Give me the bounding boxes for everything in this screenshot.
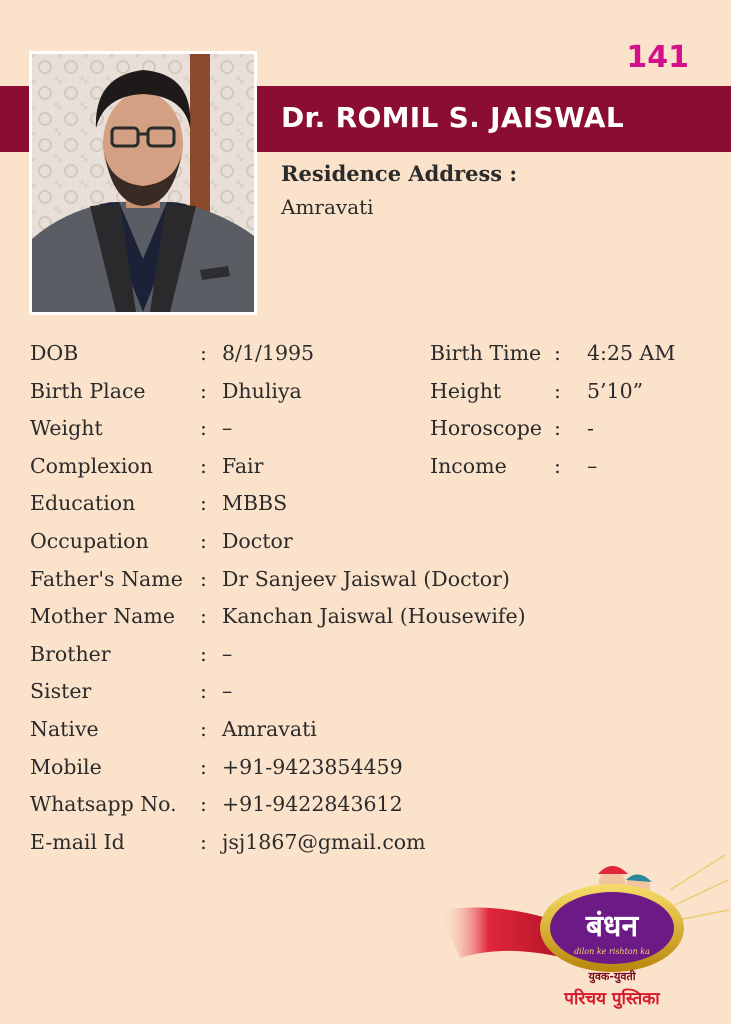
- residence-address-value: Amravati: [281, 195, 374, 219]
- detail-label: Occupation: [30, 528, 149, 553]
- detail-colon: :: [200, 416, 207, 441]
- detail-value: Dhuliya: [222, 378, 302, 403]
- detail-label: Native: [30, 716, 99, 741]
- detail-row-mother-name: [30, 604, 710, 642]
- detail-value: Kanchan Jaiswal (Housewife): [222, 604, 526, 629]
- detail-label: Weight: [30, 416, 103, 441]
- detail-row-complexion: [30, 454, 710, 492]
- detail-row-occupation: [30, 529, 710, 567]
- detail-colon: :: [200, 792, 207, 817]
- detail-value: +91-9423854459: [222, 754, 403, 779]
- details-table: [30, 341, 710, 867]
- detail-value: Amravati: [222, 716, 317, 741]
- portrait-image: [32, 54, 254, 312]
- detail-value: +91-9422843612: [222, 792, 403, 817]
- detail-value: –: [222, 416, 233, 441]
- detail-colon: :: [200, 453, 207, 478]
- detail-label: Birth Place: [30, 378, 146, 403]
- person-name: Dr. ROMIL S. JAISWAL: [281, 101, 625, 134]
- detail-label: E-mail Id: [30, 829, 125, 854]
- detail-label: Sister: [30, 679, 92, 704]
- detail-row-father-name: [30, 567, 710, 605]
- detail-value-right: 4:25 AM: [587, 341, 676, 365]
- detail-colon-right: :: [554, 341, 561, 365]
- detail-colon-right: :: [554, 378, 561, 403]
- detail-row-whatsapp: [30, 792, 710, 830]
- detail-label: Father's Name: [30, 566, 183, 591]
- detail-colon-right: :: [554, 416, 561, 441]
- logo-caption: परिचय पुस्तिका: [564, 989, 660, 1009]
- sparkle-rays: [670, 855, 729, 920]
- detail-value-right: -: [587, 416, 594, 441]
- detail-label-right: Income: [430, 453, 507, 478]
- detail-label: Brother: [30, 641, 111, 666]
- detail-value: jsj1867@gmail.com: [222, 829, 426, 854]
- detail-colon: :: [200, 754, 207, 779]
- detail-label-right: Birth Time: [430, 341, 542, 365]
- detail-label: Mother Name: [30, 604, 175, 629]
- page-number: 141: [626, 40, 689, 75]
- logo-subtitle: युवक-युवती: [588, 970, 636, 983]
- detail-label: DOB: [30, 341, 79, 365]
- detail-row-sister: [30, 679, 710, 717]
- detail-colon: :: [200, 378, 207, 403]
- detail-value-right: –: [587, 453, 598, 478]
- detail-row-mobile: [30, 755, 710, 793]
- detail-value: –: [222, 679, 233, 704]
- residence-address-label: Residence Address :: [281, 161, 518, 186]
- detail-row-dob: [30, 341, 710, 379]
- detail-label: Whatsapp No.: [30, 792, 177, 817]
- detail-colon: :: [200, 528, 207, 553]
- detail-colon: :: [200, 566, 207, 591]
- detail-value: Dr Sanjeev Jaiswal (Doctor): [222, 566, 510, 591]
- logo-title: बंधन: [585, 909, 639, 944]
- detail-colon: :: [200, 829, 207, 854]
- detail-label: Education: [30, 491, 136, 516]
- detail-row-birth-place: [30, 379, 710, 417]
- detail-colon: :: [200, 716, 207, 741]
- logo-tagline: dilon ke rishton ka: [574, 947, 650, 956]
- detail-row-education: [30, 491, 710, 529]
- detail-label: Complexion: [30, 453, 153, 478]
- detail-value-right: 5’10”: [587, 378, 644, 403]
- detail-value: –: [222, 641, 233, 666]
- detail-colon: :: [200, 491, 207, 516]
- detail-label-right: Horoscope: [430, 416, 542, 441]
- detail-value: MBBS: [222, 491, 288, 516]
- detail-value: Doctor: [222, 528, 293, 553]
- bandhan-logo: [440, 850, 730, 1022]
- detail-colon: :: [200, 341, 207, 365]
- detail-colon: :: [200, 604, 207, 629]
- detail-row-weight: [30, 416, 710, 454]
- detail-colon: :: [200, 679, 207, 704]
- detail-label: Mobile: [30, 754, 102, 779]
- detail-label-right: Height: [430, 378, 502, 403]
- profile-photo: [29, 51, 257, 315]
- detail-row-native: [30, 717, 710, 755]
- detail-colon-right: :: [554, 453, 561, 478]
- detail-value: Fair: [222, 453, 264, 478]
- detail-colon: :: [200, 641, 207, 666]
- detail-value: 8/1/1995: [222, 341, 315, 365]
- detail-row-brother: [30, 642, 710, 680]
